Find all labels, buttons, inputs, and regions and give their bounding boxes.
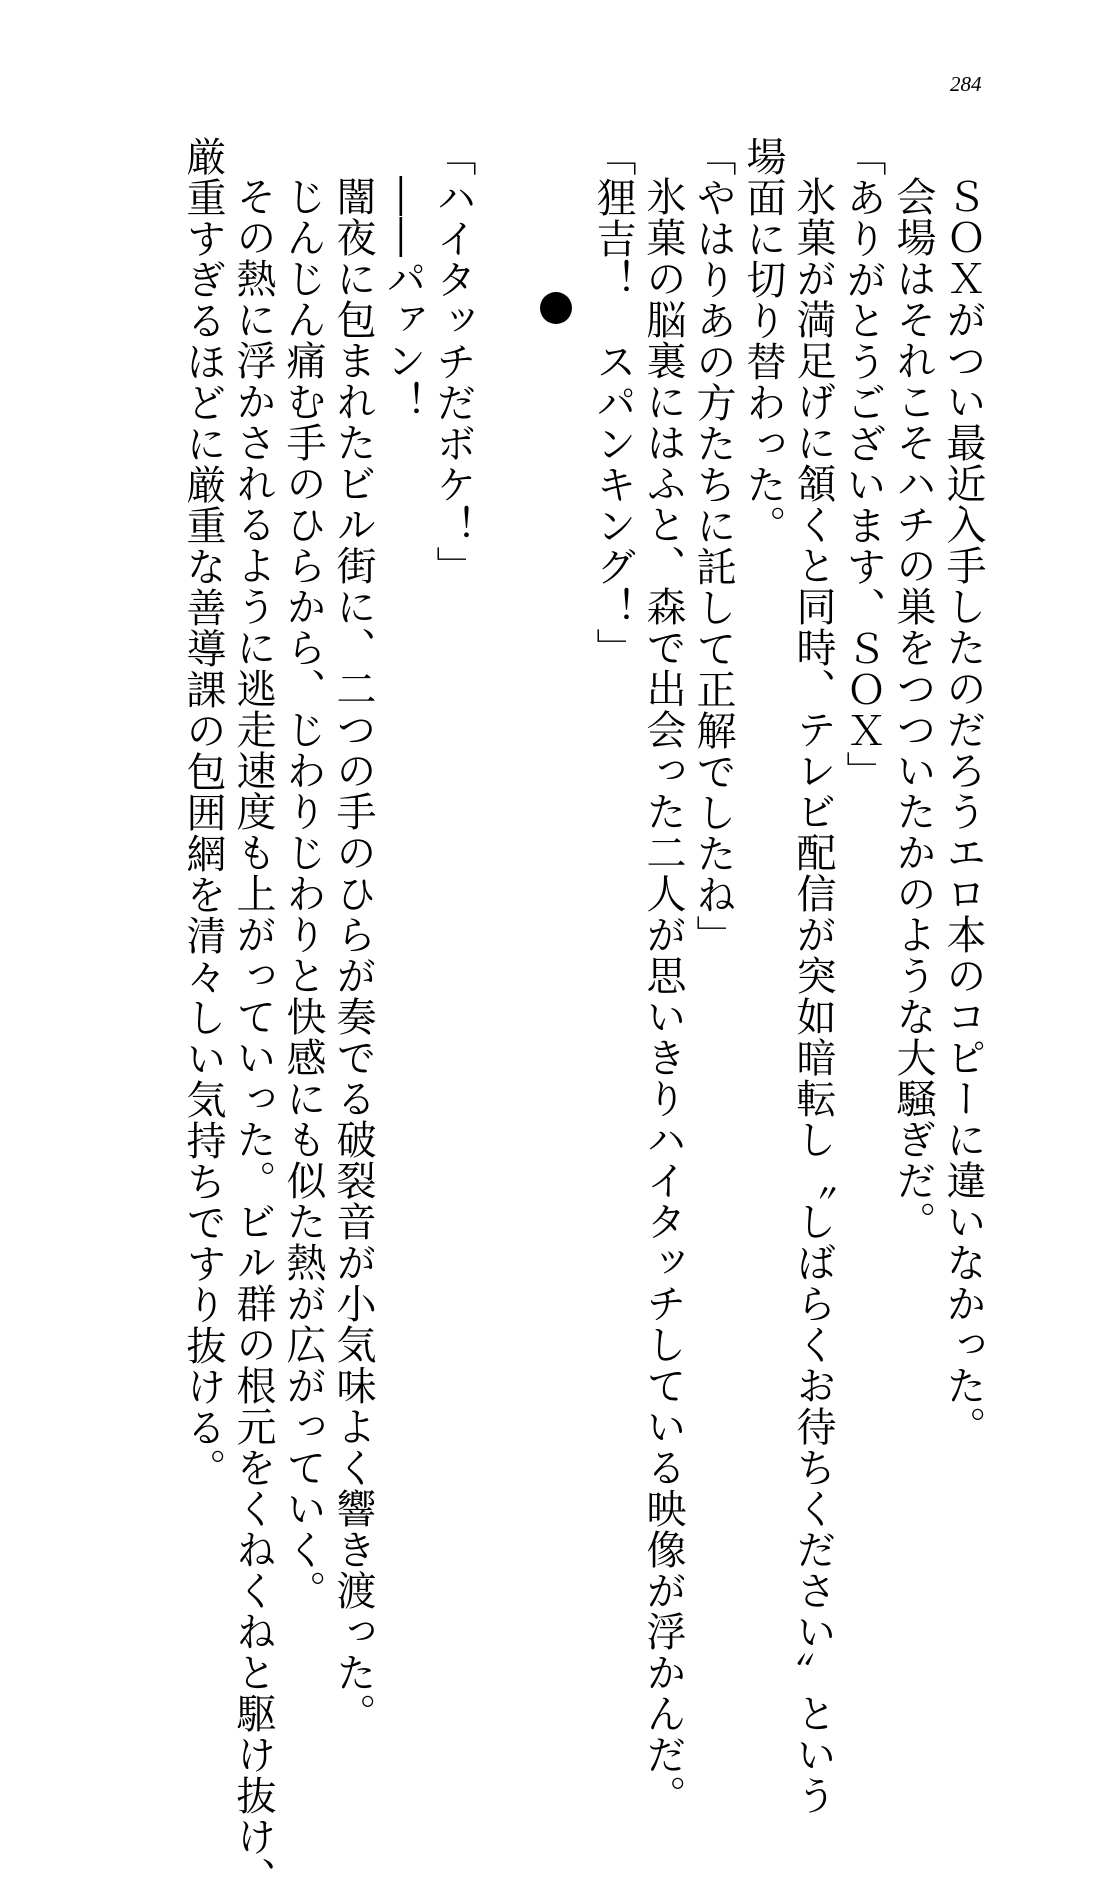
text-line: じんじん痛む手のひらから、じわりじわりと快感にも似た熱が広がっていく。 <box>280 176 326 1611</box>
text-line: 「やはりあの方たちに託して正解でしたね」 <box>690 136 736 956</box>
text-line: 「ハイタッチだボケ！」 <box>430 136 476 587</box>
text-line: ＳＯＸがつい最近入手したのだろうエロ本のコピーに違いなかった。 <box>940 176 986 1447</box>
text-line: 氷菓の脳裏にはふと、森で出会った二人が思いきりハイタッチしている映像が浮かんだ。 <box>640 176 686 1816</box>
text-line: 「ありがとうございます、ＳＯＸ」 <box>840 136 886 792</box>
text-line: ――パァン！ <box>380 176 426 422</box>
text-line: 「狸吉！ スパンキング！」 <box>590 136 636 669</box>
page-number: 284 <box>950 72 982 96</box>
text-line: 厳重すぎるほどに厳重な善導課の包囲網を清々しい気持ちですり抜ける。 <box>180 136 226 1489</box>
text-line: その熱に浮かされるように逃走速度も上がっていった。ビル群の根元をくねくねと駆け抜け、 <box>230 176 276 1898</box>
body-text <box>178 136 988 1898</box>
text-line: 闇夜に包まれたビル街に、二つの手のひらが奏でる破裂音が小気味よく響き渡った。 <box>330 176 376 1734</box>
text-line: 場面に切り替わった。 <box>740 136 786 546</box>
text-line: 氷菓が満足げに頷くと同時、テレビ配信が突如暗転し〝しばらくお待ちください〟という <box>790 176 836 1816</box>
text-line: 会場はそれこそハチの巣をつついたかのような大騒ぎだ。 <box>890 176 936 1242</box>
